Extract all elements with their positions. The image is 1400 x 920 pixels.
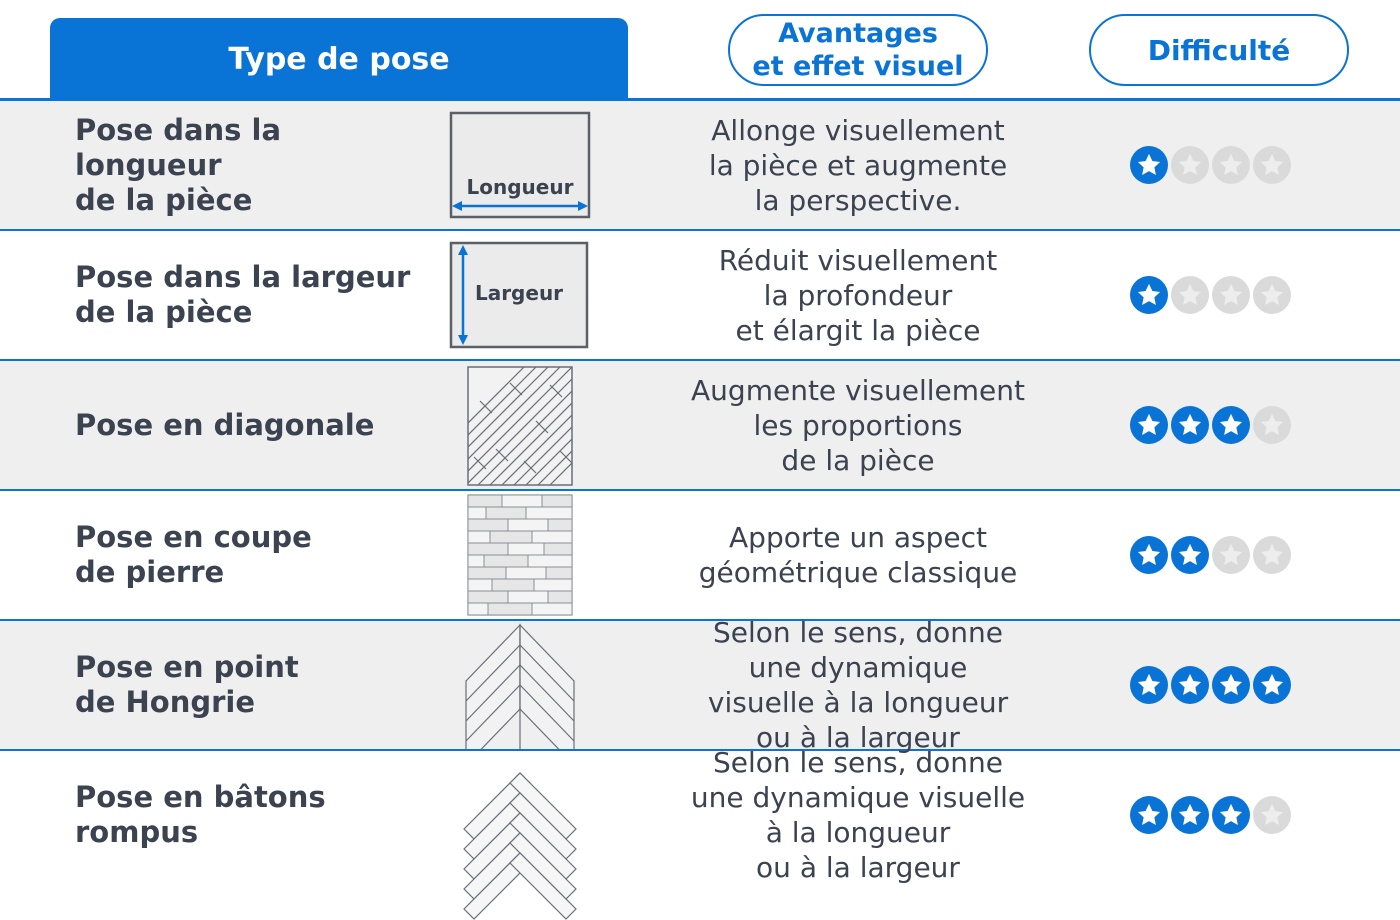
row-description <box>660 101 1056 229</box>
row-description-line: ou à la largeur <box>756 721 960 754</box>
star-empty-icon <box>1253 536 1291 574</box>
row-description-line: visuelle à la longueur <box>707 686 1009 719</box>
star-filled-icon <box>1130 146 1168 184</box>
star-filled-icon <box>1212 406 1250 444</box>
star-filled-icon <box>1130 796 1168 834</box>
star-empty-icon <box>1212 536 1250 574</box>
row-title-line: Pose en point <box>75 650 299 684</box>
star-filled-icon <box>1212 796 1250 834</box>
illustration-label: Longueur <box>466 175 574 199</box>
row-description <box>660 491 1056 619</box>
star-filled-icon <box>1130 666 1168 704</box>
row-description-line: ou à la largeur <box>756 851 960 884</box>
column-header-advantages <box>728 14 988 86</box>
row-title-line: de Hongrie <box>75 685 256 719</box>
star-filled-icon <box>1171 666 1209 704</box>
star-filled-icon <box>1212 666 1250 704</box>
illustration-label: Largeur <box>474 281 564 305</box>
difficulty-rating <box>1130 361 1310 489</box>
table-header <box>0 0 1400 100</box>
column-header-advantages-line2: et effet visuel <box>752 51 964 82</box>
star-empty-icon <box>1171 276 1209 314</box>
row-title <box>75 101 435 229</box>
row-description-line: Selon le sens, donne <box>712 746 1004 779</box>
row-title-line: Pose dans la longueur <box>75 112 282 182</box>
stone-cut-pattern-icon <box>440 491 600 619</box>
column-header-type-label: Type de pose <box>228 41 450 77</box>
row-description-line: une dynamique visuelle <box>690 781 1026 814</box>
row-title-line: Pose dans la largeur <box>75 260 411 294</box>
row-description-line: et élargit la pièce <box>735 313 981 347</box>
star-empty-icon <box>1253 146 1291 184</box>
row-description <box>660 616 1056 754</box>
table-row <box>0 616 1400 754</box>
star-filled-icon <box>1130 406 1168 444</box>
row-title-line: de la pièce <box>75 295 253 329</box>
row-description-line: Selon le sens, donne <box>712 616 1004 649</box>
table-row <box>0 101 1400 231</box>
row-title <box>75 231 435 359</box>
table-row <box>0 361 1400 491</box>
star-filled-icon <box>1130 536 1168 574</box>
row-title-line: Pose en bâtons <box>75 780 326 814</box>
row-description-line: Allonge visuellement <box>711 113 1005 147</box>
row-title-line: de pierre <box>75 555 225 589</box>
row-title <box>75 751 435 879</box>
row-title <box>75 361 435 489</box>
star-filled-icon <box>1253 666 1291 704</box>
row-title-line: Pose en coupe <box>75 520 312 554</box>
row-title-line: de la pièce <box>75 182 253 217</box>
star-empty-icon <box>1253 276 1291 314</box>
row-title <box>75 621 435 749</box>
herringbone-pattern-icon <box>440 751 600 879</box>
row-description-line: Réduit visuellement <box>718 243 998 277</box>
hungarian-point-pattern-icon <box>440 621 600 749</box>
row-title-line: rompus <box>75 815 199 849</box>
row-description-line: les proportions <box>753 408 963 442</box>
star-filled-icon <box>1171 796 1209 834</box>
row-title <box>75 491 435 619</box>
row-description-line: de la pièce <box>781 443 935 477</box>
column-header-advantages-line1: Avantages <box>778 18 938 49</box>
star-filled-icon <box>1171 536 1209 574</box>
star-empty-icon <box>1212 146 1250 184</box>
length-arrow-diagram-icon <box>440 101 600 229</box>
row-description-line: Augmente visuellement <box>691 373 1025 407</box>
column-header-difficulty-label: Difficulté <box>1147 33 1291 67</box>
row-description <box>660 361 1056 489</box>
width-arrow-diagram-icon <box>440 231 600 359</box>
star-empty-icon <box>1253 796 1291 834</box>
table-row <box>0 231 1400 361</box>
column-header-difficulty <box>1089 14 1349 86</box>
star-empty-icon <box>1212 276 1250 314</box>
difficulty-rating <box>1130 231 1310 359</box>
diagonal-pattern-icon <box>440 361 600 489</box>
row-description-line: à la longueur <box>765 816 951 849</box>
row-description-line: une dynamique <box>748 651 968 684</box>
difficulty-rating <box>1130 621 1310 749</box>
row-description <box>660 746 1056 884</box>
star-empty-icon <box>1253 406 1291 444</box>
star-filled-icon <box>1171 406 1209 444</box>
star-empty-icon <box>1171 146 1209 184</box>
row-description-line: la profondeur <box>763 278 953 312</box>
row-description-line: la pièce et augmente <box>708 148 1008 182</box>
table-row <box>0 491 1400 621</box>
difficulty-rating <box>1130 491 1310 619</box>
row-description-line: Apporte un aspect <box>729 521 987 554</box>
star-filled-icon <box>1130 276 1168 314</box>
row-description-line: la perspective. <box>754 183 962 217</box>
column-header-type <box>50 18 628 100</box>
table-row <box>0 746 1400 884</box>
difficulty-rating <box>1130 101 1310 229</box>
difficulty-rating <box>1130 751 1310 879</box>
row-title-line: Pose en diagonale <box>75 407 375 442</box>
row-description-line: géométrique classique <box>698 556 1018 589</box>
row-description <box>660 231 1056 359</box>
